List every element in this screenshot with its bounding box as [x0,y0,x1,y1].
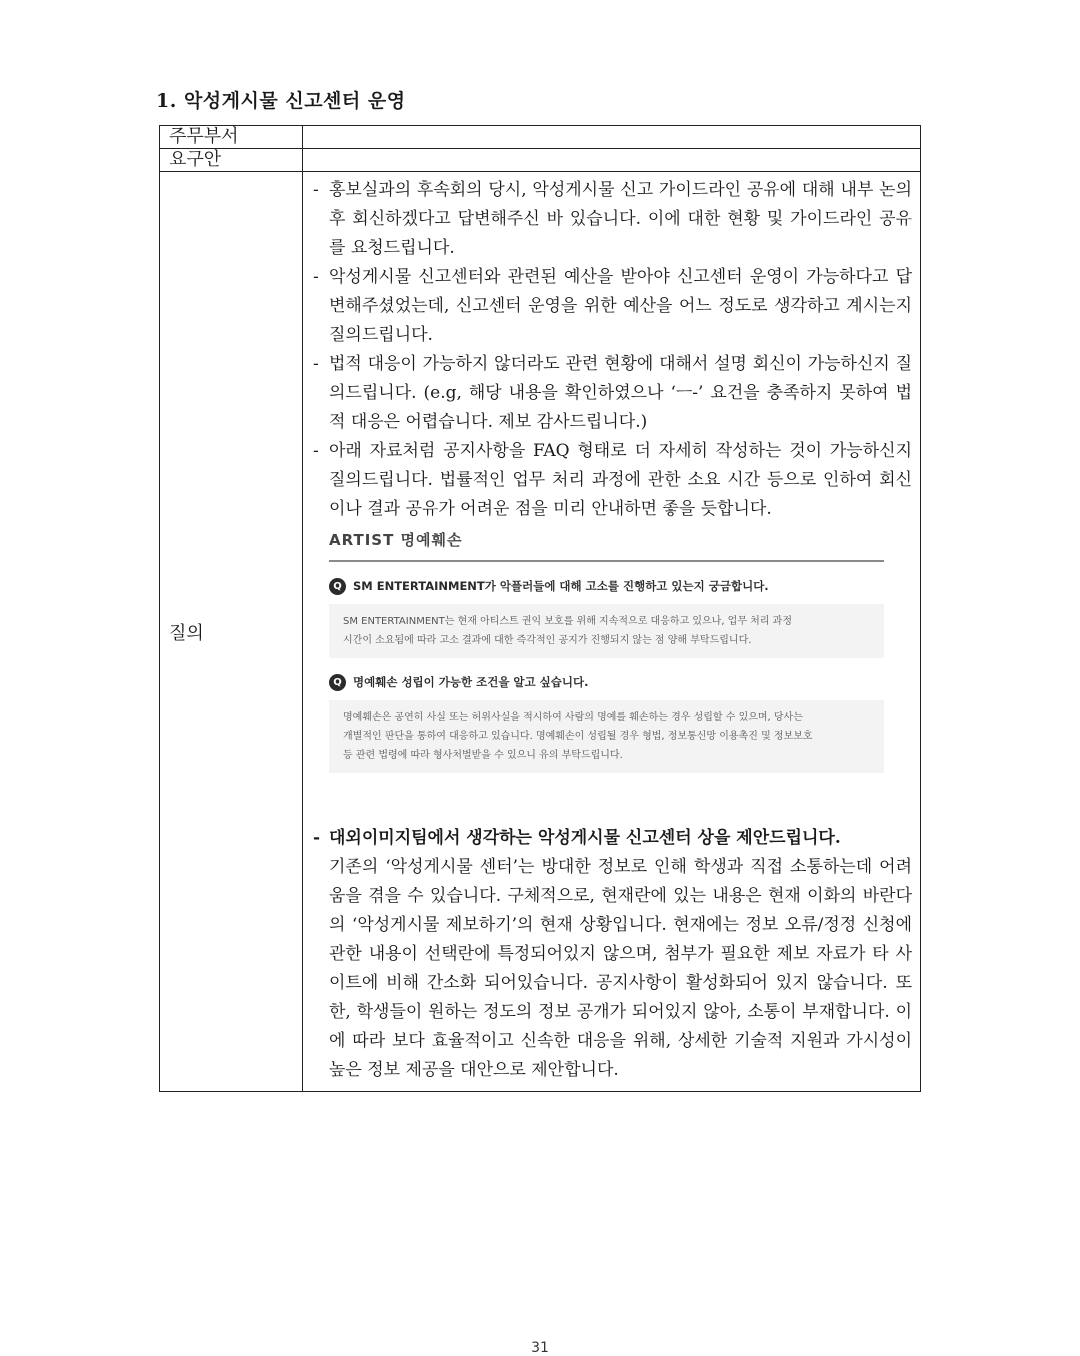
faq-answer-line: 개별적인 판단을 통하여 대응하고 있습니다. 명예훼손이 성립될 경우 형법, 정보통신망 이용촉진 및 정보보호 [343,731,813,742]
proposal-title-text: 대외이미지팀에서 생각하는 악성게시물 신고센터 상을 제안드립니다. [329,828,841,848]
faq-screenshot [329,530,884,798]
query-item-4 [313,437,912,524]
faq-answer-line: SM ENTERTAINMENT는 현재 아티스트 권익 보호를 위해 지속적으로 대응하고 있으나, 업무 처리 과정 [343,616,793,627]
question-icon: Q [329,674,346,691]
query-item-1 [313,176,912,263]
section-heading: 1. 악성게시물 신고센터 운영 [156,90,406,112]
proposal-body: 기존의 ‘악성게시물 센터’는 방대한 정보로 인해 학생과 직접 소통하는데 어려움을 겪을 수 있습니다. 구체적으로, 현재란에 있는 내용은 현재 이화의 바란다의 ‘악성게시물 제보하기’의 현재 상황입니다. 현재에는 정보 오류/정정 신청에 관한 내용이 선택란에 특정되어있지 않으며, 첨부가 필요한 제보 자료가 타 사이트에 비해 간소화 되어있습니다. 공지사항이 활성화되어 있지 않습니다. 또한, 학생들이 원하는 정도의 정보 공개가 되어있지 않아, 소통이 부재합니다. 이에 따라 보다 효율적이고 신속한 대응을 위해, 상세한 기술적 지원과 가시성이 높은 정보 제공을 대안으로 제안합니다. [329,857,912,1080]
dash-marker: - [313,354,319,374]
faq-answer-1 [329,604,884,658]
page-number: 31 [531,1340,549,1356]
dash-marker: - [313,441,319,461]
query-content [303,172,921,1092]
dash-marker: - [313,180,319,200]
table-row [160,172,921,1092]
dept-value [303,126,921,149]
query-item-2 [313,263,912,350]
query-item-3 [313,350,912,437]
requirements-table [159,125,921,1092]
faq-question-text: 명예훼손 성립이 가능한 조건을 알고 싶습니다. [353,675,589,689]
faq-header: ARTIST 명예훼손 [329,531,463,549]
faq-question-2 [329,672,884,692]
query-item-text: 법적 대응이 가능하지 않더라도 관련 현황에 대해서 설명 회신이 가능하신지 질의드립니다. (e.g, 해당 내용을 확인하였으나 ‘ㅡ-’ 요건을 충족하지 못하여 법적 대응은 어렵습니다. 제보 감사드립니다.) [329,354,912,432]
faq-question-1 [329,576,884,596]
question-icon: Q [329,578,346,595]
request-value [303,149,921,172]
faq-divider [329,560,884,562]
query-item-text: 아래 자료처럼 공지사항을 FAQ 형태로 더 자세히 작성하는 것이 가능하신지 질의드립니다. 법률적인 업무 처리 과정에 관한 소요 시간 등으로 인하여 회신이나 결과 공유가 어려운 점을 미리 안내하면 좋을 듯합니다. [329,441,912,519]
query-item-text: 악성게시물 신고센터와 관련된 예산을 받아야 신고센터 운영이 가능하다고 답변해주셨었는데, 신고센터 운영을 위한 예산을 어느 정도로 생각하고 계시는지 질의드립니다. [329,267,912,345]
faq-question-text: SM ENTERTAINMENT가 악플러들에 대해 고소를 진행하고 있는지 궁금합니다. [353,579,769,593]
table-row [160,126,921,149]
faq-answer-line: 시간이 소요됨에 따라 고소 결과에 대한 즉각적인 공지가 진행되지 않는 점 양해 부탁드립니다. [343,635,752,646]
dash-marker: - [313,267,319,287]
faq-answer-2 [329,700,884,773]
proposal-title [313,824,912,853]
query-item-text: 홍보실과의 후속회의 당시, 악성게시물 신고 가이드라인 공유에 대해 내부 논의 후 회신하겠다고 답변해주신 바 있습니다. 이에 대한 현황 및 가이드라인 공유를 요청드립니다. [329,180,912,258]
dash-marker: - [313,828,321,848]
request-label: 요구안 [160,149,303,172]
query-label: 질의 [160,172,303,1092]
dept-label: 주무부서 [160,126,303,149]
table-row [160,149,921,172]
faq-answer-line: 등 관련 법령에 따라 형사처벌받을 수 있으니 유의 부탁드립니다. [343,750,623,761]
faq-answer-line: 명예훼손은 공연히 사실 또는 허위사실을 적시하여 사람의 명예를 훼손하는 경우 성립할 수 있으며, 당사는 [343,712,803,723]
